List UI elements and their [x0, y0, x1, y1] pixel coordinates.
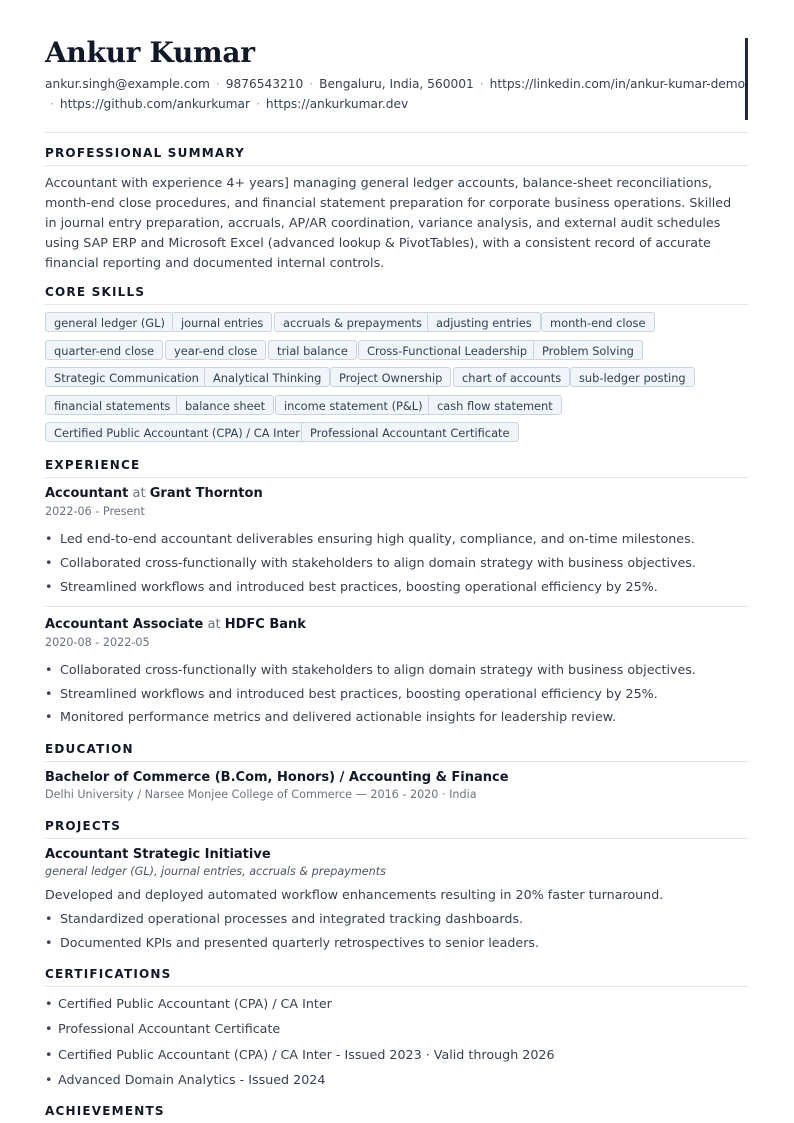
- section-title-summary: PROFESSIONAL SUMMARY: [45, 146, 246, 160]
- job-bullet: • Led end-to-end accountant deliverables ensuring high quality, compliance, and on-time milestones.: [60, 531, 695, 546]
- skill-chip: month-end close: [541, 312, 655, 332]
- website-link[interactable]: https://ankurkumar.dev: [265, 97, 409, 111]
- job-company: Grant Thornton: [149, 486, 263, 501]
- job-bullet: • Streamlined workflows and introduced best practices, boosting operational efficiency by 25%.: [60, 686, 658, 701]
- job-bullet: • Collaborated cross-functionally with stakeholders to align domain strategy with business objectives.: [60, 555, 696, 570]
- github-link[interactable]: https://github.com/ankurkumar: [59, 97, 251, 111]
- phone-number: 9876543210: [225, 77, 304, 91]
- skill-chip: financial statements: [45, 395, 179, 415]
- certification-item: • Certified Public Accountant (CPA) / CA Inter: [58, 996, 332, 1011]
- skill-chip: Cross-Functional Leadership: [358, 340, 536, 360]
- header-accent-bar: [745, 38, 748, 120]
- skill-chip: Certified Public Accountant (CPA) / CA Inter: [45, 422, 309, 442]
- skill-chip: sub-ledger posting: [570, 367, 695, 387]
- section-title-certifications: CERTIFICATIONS: [45, 967, 172, 981]
- contact-separator: ·: [479, 77, 484, 91]
- skill-chip: Analytical Thinking: [204, 367, 330, 387]
- summary-text: Accountant with experience 4+ years] managing general ledger accounts, balance-sheet reconciliations, month-end close procedures, and financial statement preparation for corporate business operations. Skilled in journal entry preparation, accruals, AP/AR coordination, variance analysis, and external audit schedules using SAP ERP and Microsoft Excel (advanced lookup & PivotTables), with a consistent record of accurate financial reporting and documented internal controls.: [45, 175, 732, 270]
- job-bullet: • Monitored performance metrics and delivered actionable insights for leadership review.: [60, 709, 616, 724]
- job-title-1: [45, 486, 263, 501]
- project-name: Accountant Strategic Initiative: [45, 847, 271, 862]
- certification-item: • Advanced Domain Analytics - Issued 2024: [58, 1072, 325, 1087]
- section-title-projects: PROJECTS: [45, 819, 122, 833]
- job-role: Accountant Associate: [45, 617, 204, 632]
- skill-chip: Problem Solving: [533, 340, 643, 360]
- skill-chip: trial balance: [268, 340, 357, 360]
- section-divider: [45, 477, 749, 478]
- section-divider: [45, 838, 749, 839]
- skill-chip: balance sheet: [176, 395, 274, 415]
- certification-item: • Professional Accountant Certificate: [58, 1021, 280, 1036]
- skill-chip: Project Ownership: [330, 367, 451, 387]
- project-tags: general ledger (GL), journal entries, accruals & prepayments: [45, 865, 386, 878]
- job-dates: 2020-08 - 2022-05: [45, 636, 150, 649]
- section-divider: [45, 165, 749, 166]
- project-bullet: • Standardized operational processes and integrated tracking dashboards.: [60, 911, 523, 926]
- certification-item: • Certified Public Accountant (CPA) / CA Inter - Issued 2023 · Valid through 2026: [58, 1047, 555, 1062]
- job-at: at: [132, 486, 146, 501]
- skill-chip: Strategic Communication: [45, 367, 208, 387]
- section-divider: [45, 304, 749, 305]
- email-link[interactable]: ankur.singh@example.com: [45, 77, 210, 91]
- skill-chip: chart of accounts: [453, 367, 570, 387]
- contact-separator: ·: [50, 97, 54, 111]
- job-title-2: [45, 617, 306, 632]
- section-title-experience: EXPERIENCE: [45, 458, 141, 472]
- linkedin-link[interactable]: https://linkedin.com/in/ankur-kumar-demo: [489, 77, 746, 91]
- contact-line-1: [45, 77, 746, 91]
- section-title-education: EDUCATION: [45, 742, 134, 756]
- location: Bengaluru, India, 560001: [319, 77, 474, 91]
- project-bullet: • Documented KPIs and presented quarterly retrospectives to senior leaders.: [60, 935, 539, 950]
- skill-chip: accruals & prepayments: [274, 312, 431, 332]
- contact-line-2: [50, 97, 740, 111]
- skill-chip: general ledger (GL): [45, 312, 174, 332]
- skill-chip: income statement (P&L): [275, 395, 432, 415]
- section-title-skills: CORE SKILLS: [45, 285, 146, 299]
- job-company: HDFC Bank: [224, 617, 306, 632]
- skill-chip: journal entries: [172, 312, 272, 332]
- job-bullet: • Streamlined workflows and introduced best practices, boosting operational efficiency by 25%.: [60, 579, 658, 594]
- job-dates: 2022-06 - Present: [45, 505, 145, 518]
- skill-chip: year-end close: [165, 340, 266, 360]
- skill-chip: cash flow statement: [428, 395, 562, 415]
- contact-separator: ·: [215, 77, 220, 91]
- skill-chip: quarter-end close: [45, 340, 163, 360]
- skill-chip: Professional Accountant Certificate: [301, 422, 519, 442]
- skill-chip: adjusting entries: [427, 312, 541, 332]
- contact-separator: ·: [309, 77, 314, 91]
- section-divider: [45, 761, 749, 762]
- job-divider: [45, 606, 749, 607]
- project-description: Developed and deployed automated workflow enhancements resulting in 20% faster turnaround.: [45, 887, 664, 902]
- section-title-achievements: ACHIEVEMENTS: [45, 1104, 165, 1118]
- candidate-name: Ankur Kumar: [45, 36, 255, 69]
- contact-separator: ·: [256, 97, 260, 111]
- header-divider: [45, 132, 749, 133]
- education-details: Delhi University / Narsee Monjee College of Commerce — 2016 - 2020 · India: [45, 788, 477, 801]
- section-divider: [45, 986, 749, 987]
- job-role: Accountant: [45, 486, 129, 501]
- job-at: at: [207, 617, 221, 632]
- job-bullet: • Collaborated cross-functionally with stakeholders to align domain strategy with business objectives.: [60, 662, 696, 677]
- education-degree: Bachelor of Commerce (B.Com, Honors) / Accounting & Finance: [45, 770, 509, 785]
